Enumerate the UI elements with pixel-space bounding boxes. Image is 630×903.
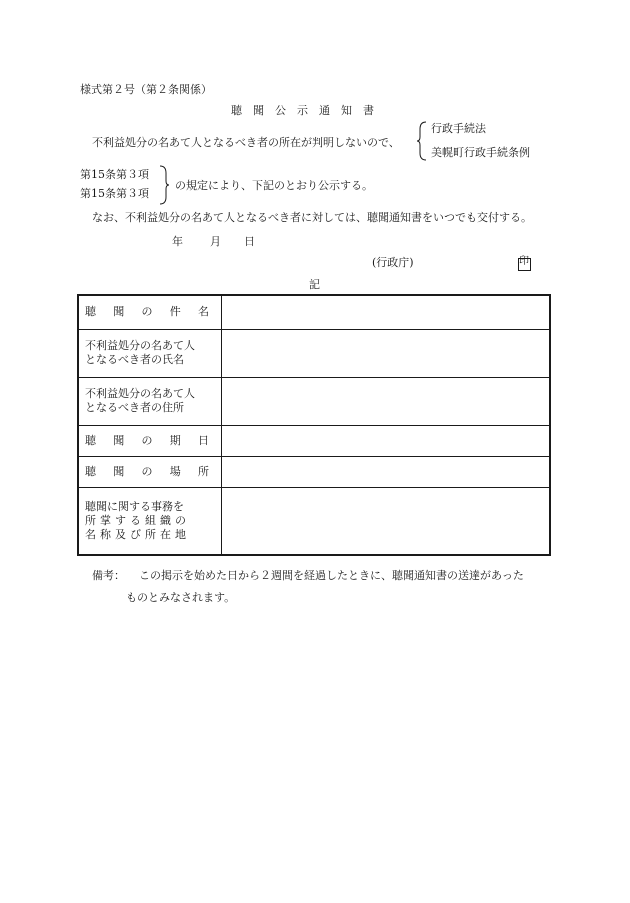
label-line: 所掌する組織の bbox=[85, 513, 190, 527]
label-char: 聞 bbox=[113, 433, 125, 447]
label-char: 場 bbox=[169, 464, 181, 478]
label-office bbox=[78, 487, 222, 555]
date-month: 月 bbox=[210, 235, 221, 248]
table-row-office bbox=[78, 487, 550, 555]
law-option-2: 美幌町行政手続条例 bbox=[431, 146, 530, 159]
seal-mark bbox=[518, 256, 531, 269]
label-line: となるべき者の氏名 bbox=[85, 353, 184, 366]
label-char: 名 bbox=[198, 305, 209, 319]
label-respondent-name bbox=[78, 329, 222, 377]
label-line: 不利益処分の名あて人 bbox=[85, 339, 195, 352]
label-char: 期 bbox=[169, 433, 181, 447]
notes-line-2: ものとみなされます。 bbox=[126, 591, 236, 604]
label-char: の bbox=[141, 464, 153, 478]
label-char: 聴 bbox=[85, 305, 96, 319]
value-office bbox=[222, 487, 551, 555]
law-option-1: 行政手続法 bbox=[431, 122, 486, 135]
body-line-3: なお、不利益処分の名あて人となるべき者に対しては、聴聞通知書をいつでも交付する。 bbox=[92, 211, 532, 224]
date-year: 年 bbox=[172, 235, 183, 248]
label-char: 件 bbox=[169, 305, 181, 319]
label-char: の bbox=[141, 433, 153, 447]
label-hearing-date bbox=[78, 425, 222, 456]
label-line: となるべき者の住所 bbox=[85, 401, 184, 414]
notes-label: 備考： bbox=[92, 569, 125, 582]
right-brace-icon bbox=[158, 165, 170, 205]
table-row-hearing-place bbox=[78, 456, 550, 487]
value-case-name bbox=[222, 295, 551, 329]
table-row-case-name bbox=[78, 295, 550, 329]
document-title: 聴 聞 公 示 通 知 書 bbox=[231, 104, 374, 117]
label-char: 日 bbox=[198, 433, 209, 447]
hearing-info-table bbox=[77, 294, 551, 556]
label-line: 不利益処分の名あて人 bbox=[85, 387, 195, 400]
left-brace-icon bbox=[416, 121, 428, 161]
body-line-2: の規定により、下記のとおり公示する。 bbox=[175, 179, 373, 192]
body-line-1: 不利益処分の名あて人となるべき者の所在が判明しないので、 bbox=[92, 136, 400, 149]
ki-heading: 記 bbox=[309, 278, 320, 291]
label-hearing-place bbox=[78, 456, 222, 487]
label-char: 聞 bbox=[113, 305, 125, 319]
issuer-agency: (行政庁) bbox=[372, 256, 414, 269]
label-char: 聞 bbox=[113, 464, 125, 478]
table-row-respondent-address bbox=[78, 377, 550, 425]
table-row-hearing-date bbox=[78, 425, 550, 456]
label-char: の bbox=[141, 305, 153, 319]
value-respondent-name bbox=[222, 329, 551, 377]
label-char: 聴 bbox=[85, 433, 96, 447]
form-number: 様式第２号（第２条関係） bbox=[80, 83, 212, 96]
value-hearing-place bbox=[222, 456, 551, 487]
label-char: 聴 bbox=[85, 464, 96, 478]
seal-text: 印 bbox=[519, 256, 529, 267]
label-line: 聴聞に関する事務を bbox=[85, 499, 184, 513]
table-row-respondent-name bbox=[78, 329, 550, 377]
value-hearing-date bbox=[222, 425, 551, 456]
article-option-1: 第15条第３項 bbox=[80, 168, 149, 181]
label-respondent-address bbox=[78, 377, 222, 425]
notes-line-1: この掲示を始めた日から２週間を経過したときに、聴聞通知書の送達があった bbox=[139, 569, 524, 582]
label-char: 所 bbox=[198, 464, 209, 478]
date-day: 日 bbox=[244, 235, 255, 248]
article-option-2: 第15条第３項 bbox=[80, 187, 149, 200]
label-line: 名称及び所在地 bbox=[85, 527, 190, 541]
value-respondent-address bbox=[222, 377, 551, 425]
label-case-name bbox=[78, 295, 222, 329]
